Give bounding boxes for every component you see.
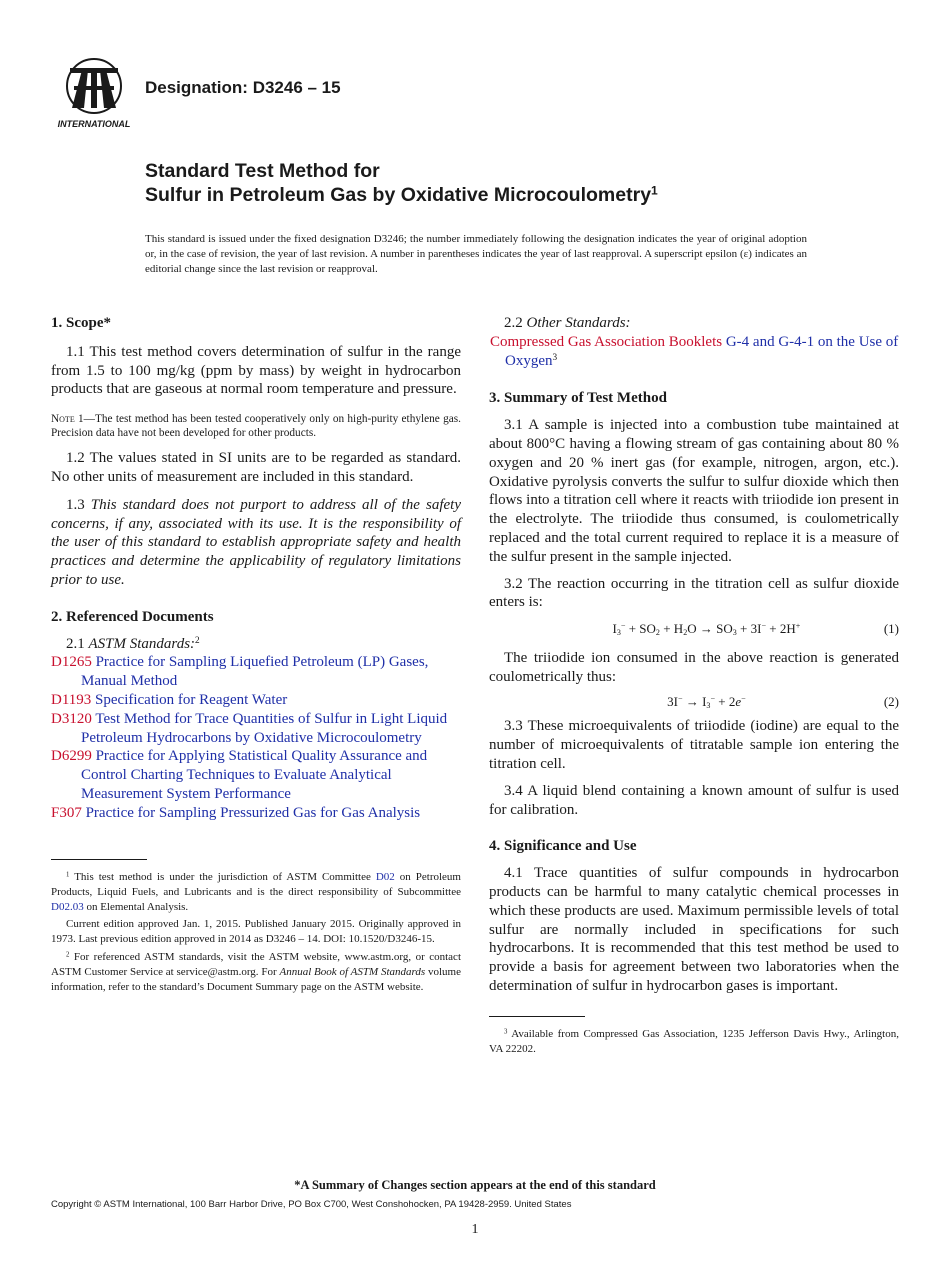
page-number: 1 xyxy=(471,1222,479,1237)
summary-of-changes-note: *A Summary of Changes section appears at the end of this standard xyxy=(294,1178,656,1192)
ref-title[interactable]: Test Method for Trace Quantities of Sulfur in Light Liquid Petroleum Hydrocarbons by Oxidative Microcoulometry xyxy=(81,710,448,746)
ref-title[interactable]: Practice for Sampling Liquefied Petroleum (LP) Gases, Manual Method xyxy=(81,654,429,690)
footnote-divider xyxy=(51,859,147,860)
ref-title[interactable]: Practice for Applying Statistical Quality Assurance and Control Charting Techniques to Evaluate Analytical Measurement System Performance xyxy=(81,748,428,802)
other-standard-item[interactable] xyxy=(474,333,899,371)
para-1-3-num: 1.3 xyxy=(66,496,91,513)
astm-standards-label xyxy=(51,635,461,654)
equation-2 xyxy=(489,693,899,712)
para-3-2: 3.2 The reaction occurring in the titration cell as sulfur dioxide enters is: xyxy=(489,575,899,611)
ref-code[interactable]: D6299 xyxy=(51,748,92,765)
astm-label-num: 2.1 xyxy=(66,635,89,652)
designation-label: Designation: xyxy=(145,78,248,97)
footnote-1-text-b: on Petroleum Products, Liquid Fuels, and Lubricants and is the direct responsibility of Subcommittee xyxy=(51,870,461,898)
title-line-1: Standard Test Method for xyxy=(145,160,380,182)
left-column xyxy=(51,314,461,995)
other-label-num: 2.2 xyxy=(504,315,527,331)
ref-item[interactable] xyxy=(51,691,461,710)
title-text: Sulfur in Petroleum Gas by Oxidative Microcoulometry xyxy=(145,184,652,206)
para-1-2: 1.2 The values stated in SI units are to be regarded as standard. No other units of measurement are included in this standard. xyxy=(51,450,461,485)
other-label: Other Standards: xyxy=(526,315,631,331)
section-4-heading: 4. Significance and Use xyxy=(489,838,637,855)
issue-note: This standard is issued under the fixed designation D3246; the number immediately following the designation indicates the year of original adoption or, in the case of revision, the year of last revision. A number in parentheses indicates the year of last reapproval. A superscript epsilon (ε) indicates an editorial change since the last revision or reapproval. xyxy=(145,233,807,275)
committee-link[interactable]: D02 xyxy=(375,870,395,883)
note-1 xyxy=(51,412,461,440)
footnote-2 xyxy=(51,950,461,996)
footnote-2-mark: 2 xyxy=(66,950,70,958)
ref-title[interactable]: Specification for Reagent Water xyxy=(95,691,288,708)
ref-item[interactable] xyxy=(51,653,461,691)
footnote-1-mark: 1 xyxy=(66,870,70,878)
ref-title[interactable]: Practice for Sampling Pressurized Gas for Gas Analysis xyxy=(85,804,421,821)
equation-2-formula: $3I^- \to I_3^- + 2e^-$ xyxy=(667,693,746,710)
equation-1 xyxy=(489,620,899,639)
title-line-2 xyxy=(145,184,658,207)
logo-text: INTERNATIONAL xyxy=(57,119,131,129)
section-2-heading: 2. Referenced Documents xyxy=(51,608,214,625)
footnote-3-text: Available from Compressed Gas Association, 1235 Jefferson Davis Hwy., Arlington, VA 22202. xyxy=(489,1027,899,1055)
para-4-1: 4.1 Trace quantities of sulfur compounds in hydrocarbon products can be harmful to many catalytic chemical processes in which these products are used. Maximum permissible levels of total sulfur are normally included in specifications for such hydrocarbons. It is recommended that this test method be used to provide a basis for agreement between two laboratories when the determination of sulfur in hydrocarbon gases is important. xyxy=(489,865,899,994)
section-3-heading: 3. Summary of Test Method xyxy=(489,390,667,407)
equation-1-formula: $I_3^- + SO_2 + H_2O \to SO_3 + 3I^- + 2H^+$ xyxy=(612,621,801,638)
para-3-3: 3.3 These microequivalents of triiodide (iodine) are equal to the number of microequivalents of titratable sample ion entering the titration cell. xyxy=(489,718,899,772)
designation xyxy=(145,78,341,98)
astm-logo xyxy=(54,56,134,132)
ref-item[interactable] xyxy=(51,747,461,803)
ref-code[interactable]: D1265 xyxy=(51,654,92,671)
astm-label: ASTM Standards: xyxy=(88,635,196,652)
para-1-3-text: This standard does not purport to address all of the safety concerns, if any, associated with its use. It is the responsibility of the user of this standard to establish appropriate safety and health practices and determine the applicability of regulatory limitations prior to use. xyxy=(51,496,461,588)
note-text: 1—The test method has been tested cooperatively only on high-purity ethylene gas. Precision data have not been developed for other products. xyxy=(51,413,461,440)
footnote-3 xyxy=(489,1027,899,1057)
subcommittee-link[interactable]: D02.03 xyxy=(51,900,84,913)
right-column xyxy=(489,314,899,1057)
para-3-1: 3.1 A sample is injected into a combustion tube maintained at about 800°C having a flowing stream of gas containing about 80 % oxygen and 20 % inert gas (for example, nitrogen, argon, etc.). Oxidative pyrolysis converts the sulfur to sulfur dioxide which then flows into a titration cell where it reacts with triiodide ion present in the electrolyte. The triiodide thus consumed, is coulometrically replaced and the total current required to replace it is a measure of the sulfur present in the sample injected. xyxy=(489,417,899,565)
para-1-1: 1.1 This test method covers determination of sulfur in the range from 1.5 to 100 mg/kg (ppm by mass) by weight in hydrocarbon products that are gaseous at normal room temperature and pressure. xyxy=(51,343,461,398)
other-standard-sup: 3 xyxy=(552,352,558,363)
astm-label-sup: 2 xyxy=(195,635,200,646)
footnote-1-text-a: This test method is under the jurisdiction of ASTM Committee xyxy=(69,870,376,883)
note-label: Note xyxy=(51,413,75,426)
ref-code[interactable]: D3120 xyxy=(51,710,92,727)
copyright: Copyright © ASTM International, 100 Barr Harbor Drive, PO Box C700, West Conshohocken, PA 19428-2959. United States xyxy=(51,1199,572,1210)
para-1-3 xyxy=(51,496,461,590)
footnote-2-text-b: volume information, refer to the standard’s Document Summary page on the ASTM website. xyxy=(51,965,461,993)
footnote-1-edition: Current edition approved Jan. 1, 2015. Published January 2015. Originally approved in 1973. Last previous edition approved in 2014 as D3246 – 14. DOI: 10.1520/D3246-15. xyxy=(51,918,461,946)
footnote-3-mark: 3 xyxy=(504,1027,508,1035)
section-1-heading: 1. Scope* xyxy=(51,315,111,331)
footnote-divider xyxy=(489,1016,585,1017)
title-footnote-mark: 1 xyxy=(651,183,658,198)
footnote-2-italic: Annual Book of ASTM Standards xyxy=(279,965,426,978)
footnote-1-text-c: on Elemental Analysis. xyxy=(83,900,189,913)
other-standard-org[interactable]: Compressed Gas Association Booklets xyxy=(490,333,723,350)
ref-code[interactable]: D1193 xyxy=(51,691,92,708)
para-3-2b: The triiodide ion consumed in the above reaction is generated coulometrically thus: xyxy=(489,649,899,685)
ref-item[interactable] xyxy=(51,804,461,823)
footnote-1 xyxy=(51,870,461,916)
ref-code[interactable]: F307 xyxy=(51,804,82,821)
equation-1-number: (1) xyxy=(883,621,899,637)
para-3-4: 3.4 A liquid blend containing a known amount of sulfur is used for calibration. xyxy=(489,782,899,818)
equation-2-number: (2) xyxy=(883,693,899,709)
astm-logo-icon xyxy=(54,56,134,132)
other-standards-label xyxy=(489,314,899,333)
designation-code: D3246 – 15 xyxy=(252,78,341,97)
ref-item[interactable] xyxy=(51,710,461,748)
footnote-2-text-a: For referenced ASTM standards, visit the ASTM website, www.astm.org, or contact ASTM Customer Service at service@astm.org. For xyxy=(51,950,461,978)
other-standard-title[interactable]: G-4 and G-4-1 on the Use of Oxygen xyxy=(505,333,899,369)
